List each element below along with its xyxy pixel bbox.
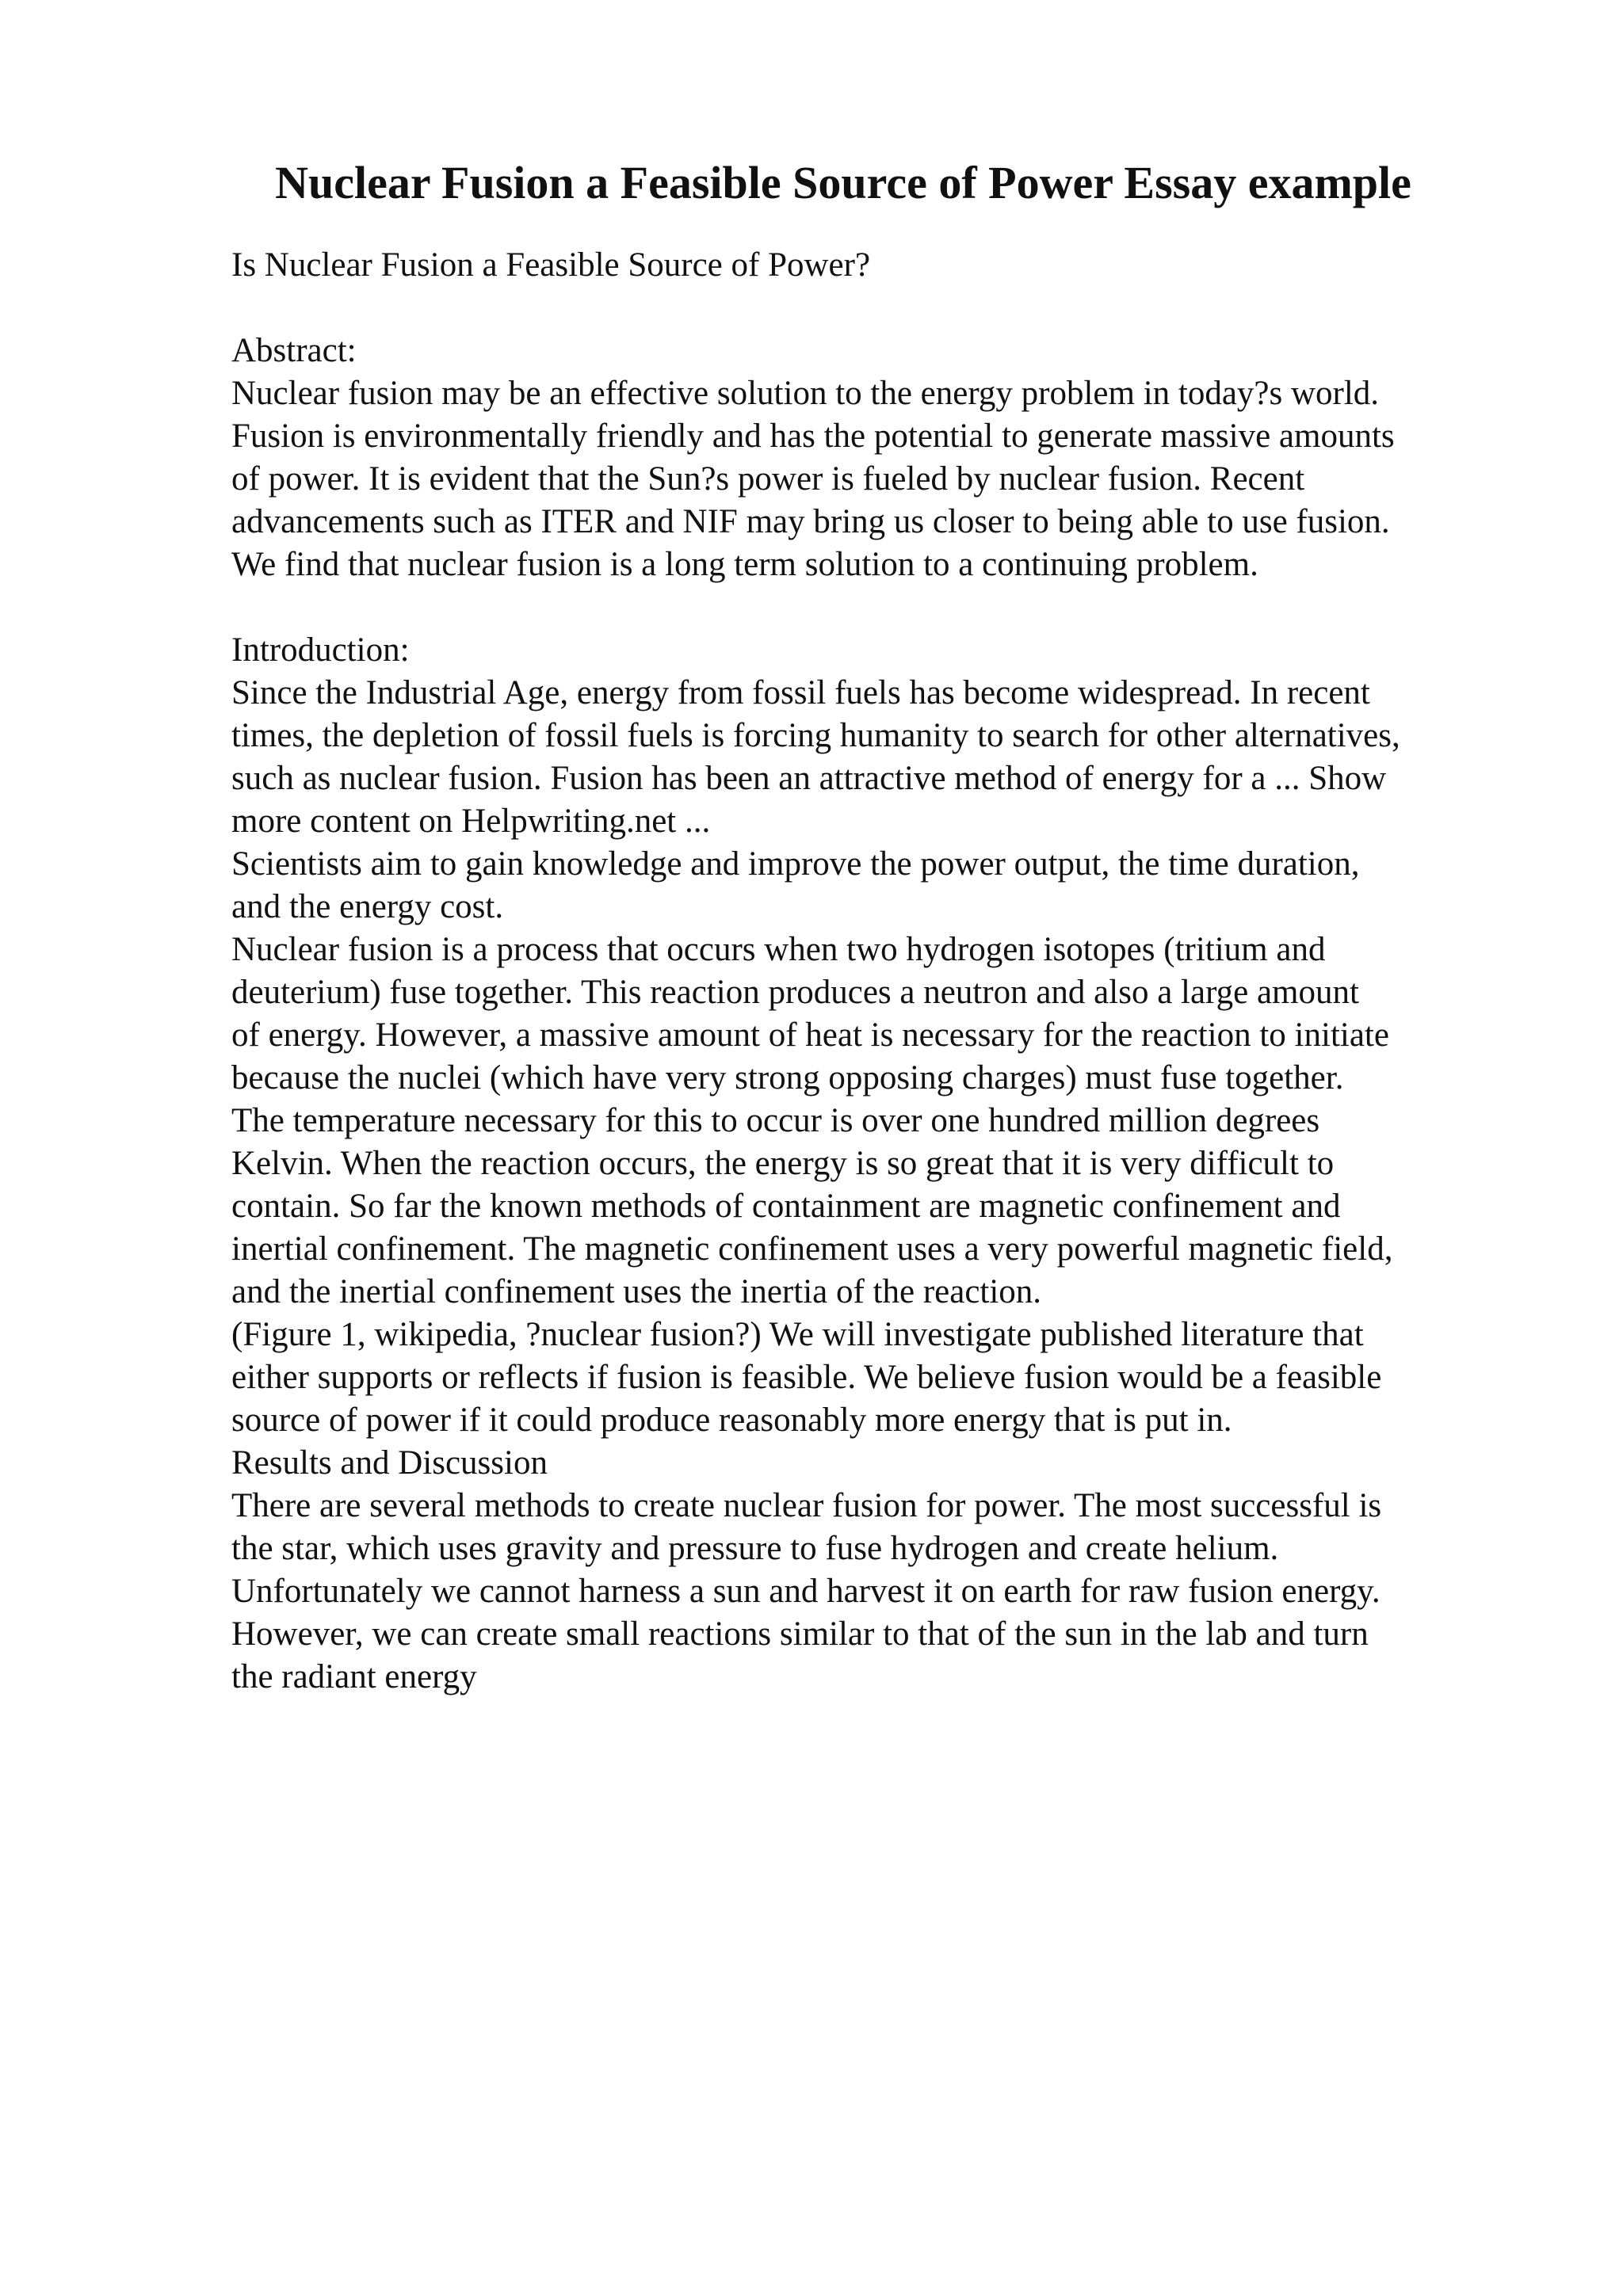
text-line: Introduction: <box>231 631 410 669</box>
text-line: times, the depletion of fossil fuels is forcing humanity to search for other alternatives, <box>231 717 1400 754</box>
document-body <box>231 244 1515 1699</box>
text-line: Unfortunately we cannot harness a sun and harvest it on earth for raw fusion energy. <box>231 1573 1381 1610</box>
text-line: more content on Helpwriting.net ... <box>231 803 711 840</box>
text-line: advancements such as ITER and NIF may bring us closer to being able to use fusion. <box>231 503 1390 540</box>
blank-line <box>231 586 1515 629</box>
text-line: Nuclear fusion is a process that occurs when two hydrogen isotopes (tritium and <box>231 931 1326 968</box>
text-line: Scientists aim to gain knowledge and improve the power output, the time duration, <box>231 845 1360 883</box>
text-line: either supports or reflects if fusion is feasible. We believe fusion would be a feasible <box>231 1359 1382 1396</box>
text-line: such as nuclear fusion. Fusion has been an attractive method of energy for a ... Show <box>231 760 1387 797</box>
text-line: because the nuclei (which have very strong opposing charges) must fuse together. <box>231 1059 1344 1097</box>
text-line: Since the Industrial Age, energy from fossil fuels has become widespread. In recent <box>231 674 1370 711</box>
text-line: and the inertial confinement uses the inertia of the reaction. <box>231 1273 1042 1310</box>
text-line: Results and Discussion <box>231 1444 548 1482</box>
text-line: There are several methods to create nuclear fusion for power. The most successful is <box>231 1487 1382 1524</box>
text-line: (Figure 1, wikipedia, ?nuclear fusion?) We will investigate published literature that <box>231 1316 1364 1353</box>
text-line: source of power if it could produce reasonably more energy that is put in. <box>231 1402 1232 1439</box>
text-line: deuterium) fuse together. This reaction produces a neutron and also a large amount <box>231 974 1359 1011</box>
text-line: Is Nuclear Fusion a Feasible Source of Power? <box>231 246 871 284</box>
text-line: Nuclear fusion may be an effective solution to the energy problem in today?s world. <box>231 375 1380 412</box>
text-line: the radiant energy <box>231 1658 477 1695</box>
text-line: and the energy cost. <box>231 888 504 925</box>
text-line: inertial confinement. The magnetic confinement uses a very powerful magnetic field, <box>231 1230 1393 1268</box>
document-title: Nuclear Fusion a Feasible Source of Power Essay example <box>275 157 1411 208</box>
text-line: Abstract: <box>231 332 357 369</box>
text-line: of power. It is evident that the Sun?s power is fueled by nuclear fusion. Recent <box>231 460 1305 498</box>
text-line: contain. So far the known methods of containment are magnetic confinement and <box>231 1188 1341 1225</box>
text-line: However, we can create small reactions similar to that of the sun in the lab and turn <box>231 1615 1369 1653</box>
text-line: The temperature necessary for this to occur is over one hundred million degrees <box>231 1102 1320 1139</box>
text-line: the star, which uses gravity and pressure to fuse hydrogen and create helium. <box>231 1530 1279 1567</box>
text-line: Fusion is environmentally friendly and has the potential to generate massive amounts <box>231 418 1395 455</box>
text-line: We find that nuclear fusion is a long term solution to a continuing problem. <box>231 546 1258 583</box>
blank-line <box>231 287 1515 330</box>
text-line: Kelvin. When the reaction occurs, the energy is so great that it is very difficult to <box>231 1145 1335 1182</box>
text-line: of energy. However, a massive amount of heat is necessary for the reaction to initiate <box>231 1016 1389 1054</box>
